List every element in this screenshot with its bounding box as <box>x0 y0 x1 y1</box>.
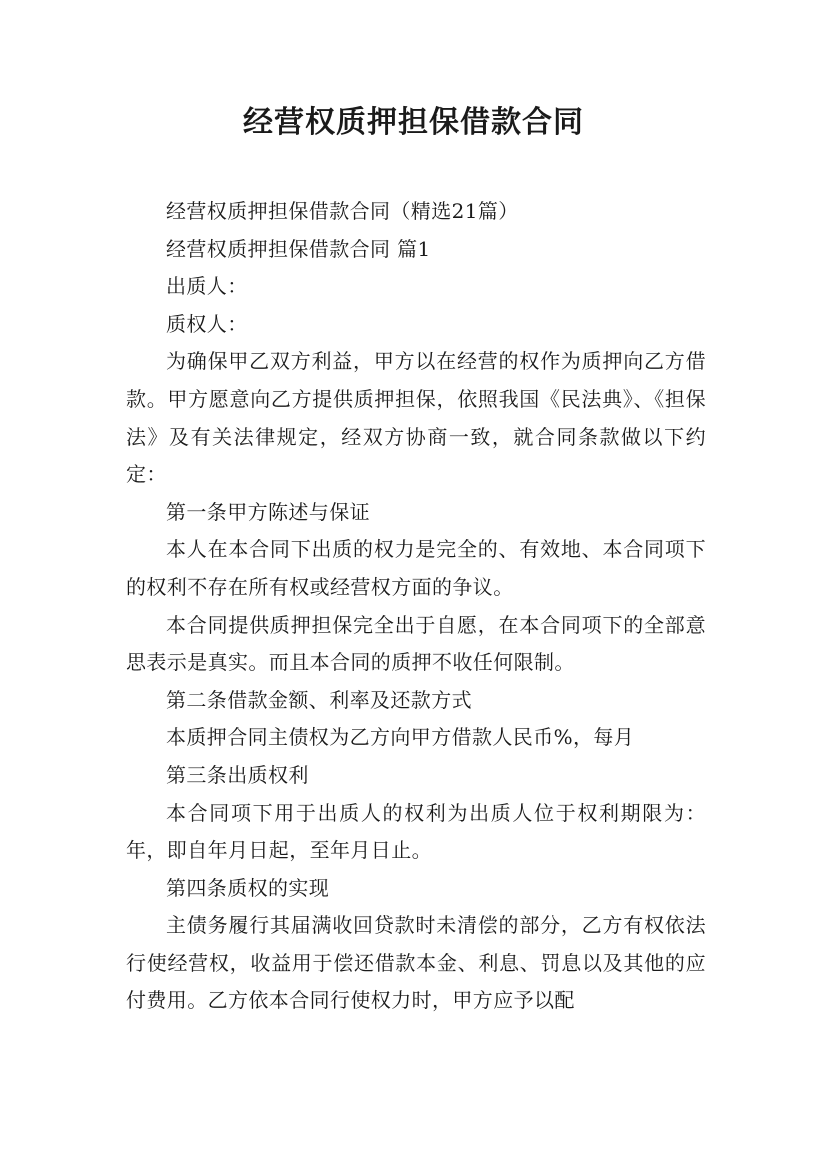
document-title: 经营权质押担保借款合同 <box>243 105 584 140</box>
paragraph-article-1-heading: 第一条甲方陈述与保证 <box>166 499 370 524</box>
paragraph-subtitle: 经营权质押担保借款合同（精选21篇） <box>166 199 519 223</box>
paragraph-article-4-heading: 第四条质权的实现 <box>166 875 330 900</box>
paragraph-article-1-clause-2: 本合同提供质押担保完全出于自愿，在本合同项下的全部意思表示是真实。而且本合同的质押不收任何限制。 <box>126 612 706 675</box>
document-body <box>126 193 706 1020</box>
paragraph-pledgor: 出质人： <box>166 274 248 299</box>
paragraph-preamble: 为确保甲乙双方利益，甲方以在经营的权作为质押向乙方借款。甲方愿意向乙方提供质押担保，依照我国《民法典》、《担保法》及有关法律规定，经双方协商一致，就合同条款做以下约定： <box>126 349 706 487</box>
paragraph-pledgee: 质权人： <box>166 311 248 336</box>
paragraph-article-3-heading: 第三条出质权利 <box>166 762 309 787</box>
paragraph-article-3-clause: 本合同项下用于出质人的权利为出质人位于权利期限为：年，即自年月日起，至年月日止。 <box>126 800 706 863</box>
paragraph-section-heading: 经营权质押担保借款合同 篇1 <box>166 236 431 261</box>
paragraph-article-1-clause-1: 本人在本合同下出质的权力是完全的、有效地、本合同项下的权利不存在所有权或经营权方面的争议。 <box>126 537 706 599</box>
paragraph-article-4-clause: 主债务履行其届满收回贷款时未清偿的部分，乙方有权依法行使经营权，收益用于偿还借款本金、利息、罚息以及其他的应付费用。乙方依本合同行使权力时，甲方应予以配 <box>126 913 706 1013</box>
paragraph-article-2-heading: 第二条借款金额、利率及还款方式 <box>166 687 472 712</box>
paragraph-article-2-clause: 本质押合同主债权为乙方向甲方借款人民币%，每月 <box>166 725 635 750</box>
